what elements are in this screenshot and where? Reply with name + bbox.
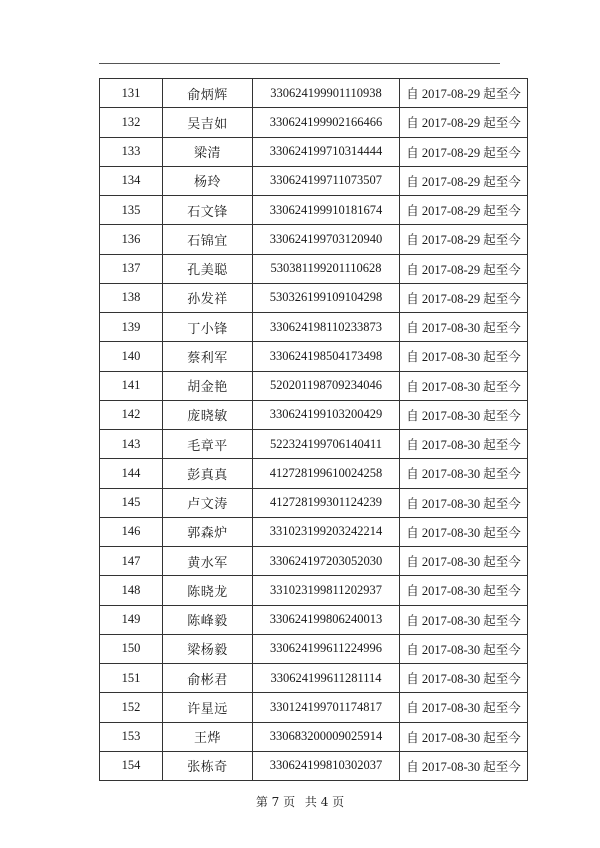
header-rule [99, 63, 500, 64]
id-number: 330624198110233873 [253, 313, 400, 342]
id-number: 330624199902166466 [253, 108, 400, 137]
period-text: 自 2017-08-30 起至今 [400, 722, 528, 751]
id-number: 330624199711073507 [253, 166, 400, 195]
row-number: 133 [100, 137, 163, 166]
id-number: 530381199201110628 [253, 254, 400, 283]
table-row [100, 313, 528, 342]
row-number: 154 [100, 751, 163, 780]
row-number: 143 [100, 430, 163, 459]
id-number: 330624199806240013 [253, 605, 400, 634]
table-row [100, 430, 528, 459]
period-text: 自 2017-08-30 起至今 [400, 430, 528, 459]
period-text: 自 2017-08-30 起至今 [400, 634, 528, 663]
row-number: 147 [100, 547, 163, 576]
id-number: 530326199109104298 [253, 283, 400, 312]
id-number: 331023199203242214 [253, 517, 400, 546]
person-name: 陈峰毅 [163, 605, 253, 634]
period-text: 自 2017-08-29 起至今 [400, 166, 528, 195]
period-text: 自 2017-08-29 起至今 [400, 283, 528, 312]
row-number: 135 [100, 196, 163, 225]
person-name: 王烨 [163, 722, 253, 751]
table-row [100, 400, 528, 429]
row-number: 148 [100, 576, 163, 605]
id-number: 330624199710314444 [253, 137, 400, 166]
id-number: 522324199706140411 [253, 430, 400, 459]
row-number: 146 [100, 517, 163, 546]
table-row [100, 693, 528, 722]
id-number: 412728199301124239 [253, 488, 400, 517]
period-text: 自 2017-08-30 起至今 [400, 342, 528, 371]
row-number: 134 [100, 166, 163, 195]
person-name: 石文锋 [163, 196, 253, 225]
period-text: 自 2017-08-30 起至今 [400, 605, 528, 634]
row-number: 144 [100, 459, 163, 488]
person-name: 彭真真 [163, 459, 253, 488]
id-number: 330624199901110938 [253, 79, 400, 108]
table-row [100, 664, 528, 693]
person-name: 吴吉如 [163, 108, 253, 137]
table-row [100, 459, 528, 488]
period-text: 自 2017-08-30 起至今 [400, 459, 528, 488]
row-number: 151 [100, 664, 163, 693]
id-number: 412728199610024258 [253, 459, 400, 488]
person-name: 陈晓龙 [163, 576, 253, 605]
table-row [100, 137, 528, 166]
person-name: 张栋奇 [163, 751, 253, 780]
id-number: 331023199811202937 [253, 576, 400, 605]
id-number: 330624199611281114 [253, 664, 400, 693]
person-name: 许星远 [163, 693, 253, 722]
row-number: 132 [100, 108, 163, 137]
person-name: 蔡利军 [163, 342, 253, 371]
table-row [100, 547, 528, 576]
row-number: 145 [100, 488, 163, 517]
roster-table-body [100, 79, 528, 781]
person-name: 梁杨毅 [163, 634, 253, 663]
person-name: 卢文涛 [163, 488, 253, 517]
row-number: 137 [100, 254, 163, 283]
id-number: 330624199103200429 [253, 400, 400, 429]
page-total: 共 4 页 [304, 795, 345, 809]
table-row [100, 254, 528, 283]
row-number: 139 [100, 313, 163, 342]
person-name: 杨玲 [163, 166, 253, 195]
table-row [100, 371, 528, 400]
table-row [100, 751, 528, 780]
person-name: 郭森炉 [163, 517, 253, 546]
table-row [100, 605, 528, 634]
roster-table [99, 78, 528, 781]
period-text: 自 2017-08-30 起至今 [400, 313, 528, 342]
table-row [100, 488, 528, 517]
person-name: 庞晓敏 [163, 400, 253, 429]
person-name: 胡金艳 [163, 371, 253, 400]
page-number: 第 7 页 [255, 795, 296, 809]
id-number: 330624199810302037 [253, 751, 400, 780]
id-number: 330624197203052030 [253, 547, 400, 576]
id-number: 330624198504173498 [253, 342, 400, 371]
period-text: 自 2017-08-29 起至今 [400, 225, 528, 254]
table-row [100, 283, 528, 312]
row-number: 138 [100, 283, 163, 312]
period-text: 自 2017-08-30 起至今 [400, 693, 528, 722]
id-number: 330124199701174817 [253, 693, 400, 722]
table-row [100, 166, 528, 195]
period-text: 自 2017-08-30 起至今 [400, 371, 528, 400]
table-row [100, 79, 528, 108]
table-row [100, 108, 528, 137]
row-number: 149 [100, 605, 163, 634]
period-text: 自 2017-08-29 起至今 [400, 79, 528, 108]
roster-table-container [99, 78, 528, 781]
row-number: 136 [100, 225, 163, 254]
person-name: 俞炳辉 [163, 79, 253, 108]
table-row [100, 225, 528, 254]
person-name: 孙发祥 [163, 283, 253, 312]
id-number: 330624199703120940 [253, 225, 400, 254]
table-row [100, 634, 528, 663]
period-text: 自 2017-08-30 起至今 [400, 576, 528, 605]
id-number: 330624199611224996 [253, 634, 400, 663]
person-name: 黄水军 [163, 547, 253, 576]
table-row [100, 342, 528, 371]
period-text: 自 2017-08-29 起至今 [400, 254, 528, 283]
person-name: 孔美聪 [163, 254, 253, 283]
row-number: 150 [100, 634, 163, 663]
period-text: 自 2017-08-30 起至今 [400, 751, 528, 780]
table-row [100, 196, 528, 225]
id-number: 520201198709234046 [253, 371, 400, 400]
row-number: 153 [100, 722, 163, 751]
table-row [100, 576, 528, 605]
period-text: 自 2017-08-29 起至今 [400, 108, 528, 137]
period-text: 自 2017-08-30 起至今 [400, 664, 528, 693]
person-name: 毛章平 [163, 430, 253, 459]
person-name: 石锦宜 [163, 225, 253, 254]
row-number: 141 [100, 371, 163, 400]
period-text: 自 2017-08-29 起至今 [400, 137, 528, 166]
person-name: 梁清 [163, 137, 253, 166]
id-number: 330624199910181674 [253, 196, 400, 225]
row-number: 140 [100, 342, 163, 371]
row-number: 131 [100, 79, 163, 108]
row-number: 152 [100, 693, 163, 722]
table-row [100, 517, 528, 546]
period-text: 自 2017-08-30 起至今 [400, 400, 528, 429]
period-text: 自 2017-08-30 起至今 [400, 488, 528, 517]
id-number: 330683200009025914 [253, 722, 400, 751]
period-text: 自 2017-08-30 起至今 [400, 517, 528, 546]
row-number: 142 [100, 400, 163, 429]
period-text: 自 2017-08-30 起至今 [400, 547, 528, 576]
person-name: 俞彬君 [163, 664, 253, 693]
table-row [100, 722, 528, 751]
person-name: 丁小锋 [163, 313, 253, 342]
period-text: 自 2017-08-29 起至今 [400, 196, 528, 225]
page-footer [0, 793, 600, 810]
